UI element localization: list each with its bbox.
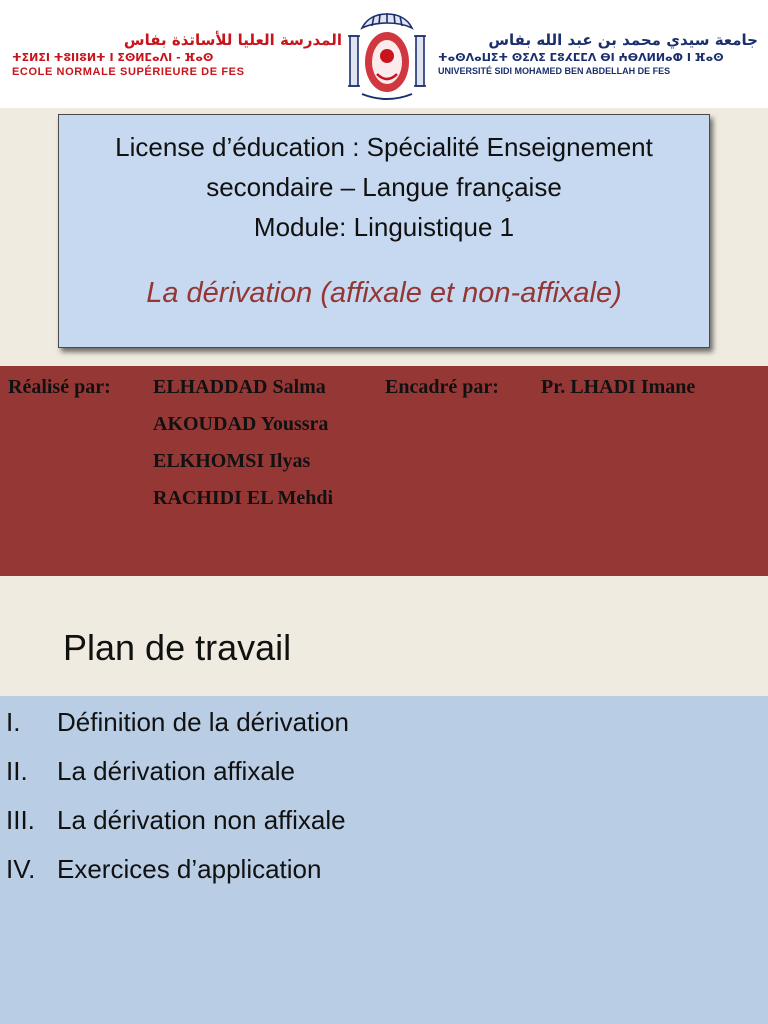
usmba-tifinagh-name: ⵜⴰⵙⴷⴰⵡⵉⵜ ⵙⵉⴷⵉ ⵎⵓⵃⵎⵎⴷ ⴱⵏ ⵄⴱⴷⵍⵍⴰⵀ ⵏ ⴼⴰⵙ — [438, 51, 724, 64]
plan-item-number: IV. — [6, 854, 36, 884]
ens-fes-logo-text — [12, 30, 342, 80]
title-box — [58, 114, 710, 348]
ens-latin-name: ECOLE NORMALE SUPÉRIEURE DE FES — [12, 66, 245, 78]
ens-arabic-name: المدرسة العليا للأساتذة بفاس — [123, 31, 342, 49]
university-crest-icon — [344, 10, 430, 104]
plan-item-text: Définition de la dérivation — [57, 707, 349, 737]
ens-tifinagh-name: ⵜⵉⵍⵉⵏ ⵜⵓⵏⵏⵓⵍⵜ ⵏ ⵉⵙⵍⵎⴰⴷⵏ - ⴼⴰⵙ — [12, 51, 214, 64]
usmba-logo-text — [438, 30, 758, 78]
title-line-2: secondaire – Langue française — [206, 172, 562, 202]
plan-item-number: II. — [6, 756, 28, 786]
author-name: ELHADDAD Salma — [153, 376, 326, 398]
usmba-arabic-name: جامعة سيدي محمد بن عبد الله بفاس — [488, 31, 758, 49]
plan-item-text: La dérivation affixale — [57, 756, 296, 786]
authors-band — [0, 366, 768, 576]
realise-label: Réalisé par: — [8, 376, 111, 398]
header-banner — [0, 0, 768, 108]
presentation-subtitle: La dérivation (affixale et non-affixale) — [146, 277, 622, 309]
author-name: AKOUDAD Youssra — [153, 413, 329, 435]
plan-item-text: La dérivation non affixale — [57, 805, 346, 835]
title-line-3: Module: Linguistique 1 — [253, 212, 515, 242]
supervisor-name: Pr. LHADI Imane — [541, 376, 696, 398]
plan-item-number: I. — [6, 707, 21, 737]
plan-item-number: III. — [6, 805, 35, 835]
author-name: RACHIDI EL Mehdi — [153, 487, 334, 509]
encadre-label: Encadré par: — [385, 376, 499, 398]
title-line-1: License d’éducation : Spécialité Enseignement — [115, 132, 653, 162]
plan-item-text: Exercices d’application — [57, 854, 322, 884]
usmba-latin-name: UNIVERSITÉ SIDI MOHAMED BEN ABDELLAH DE FES — [438, 66, 671, 76]
author-name: ELKHOMSI Ilyas — [153, 450, 311, 472]
plan-heading: Plan de travail — [63, 627, 292, 668]
plan-list — [0, 696, 768, 1024]
